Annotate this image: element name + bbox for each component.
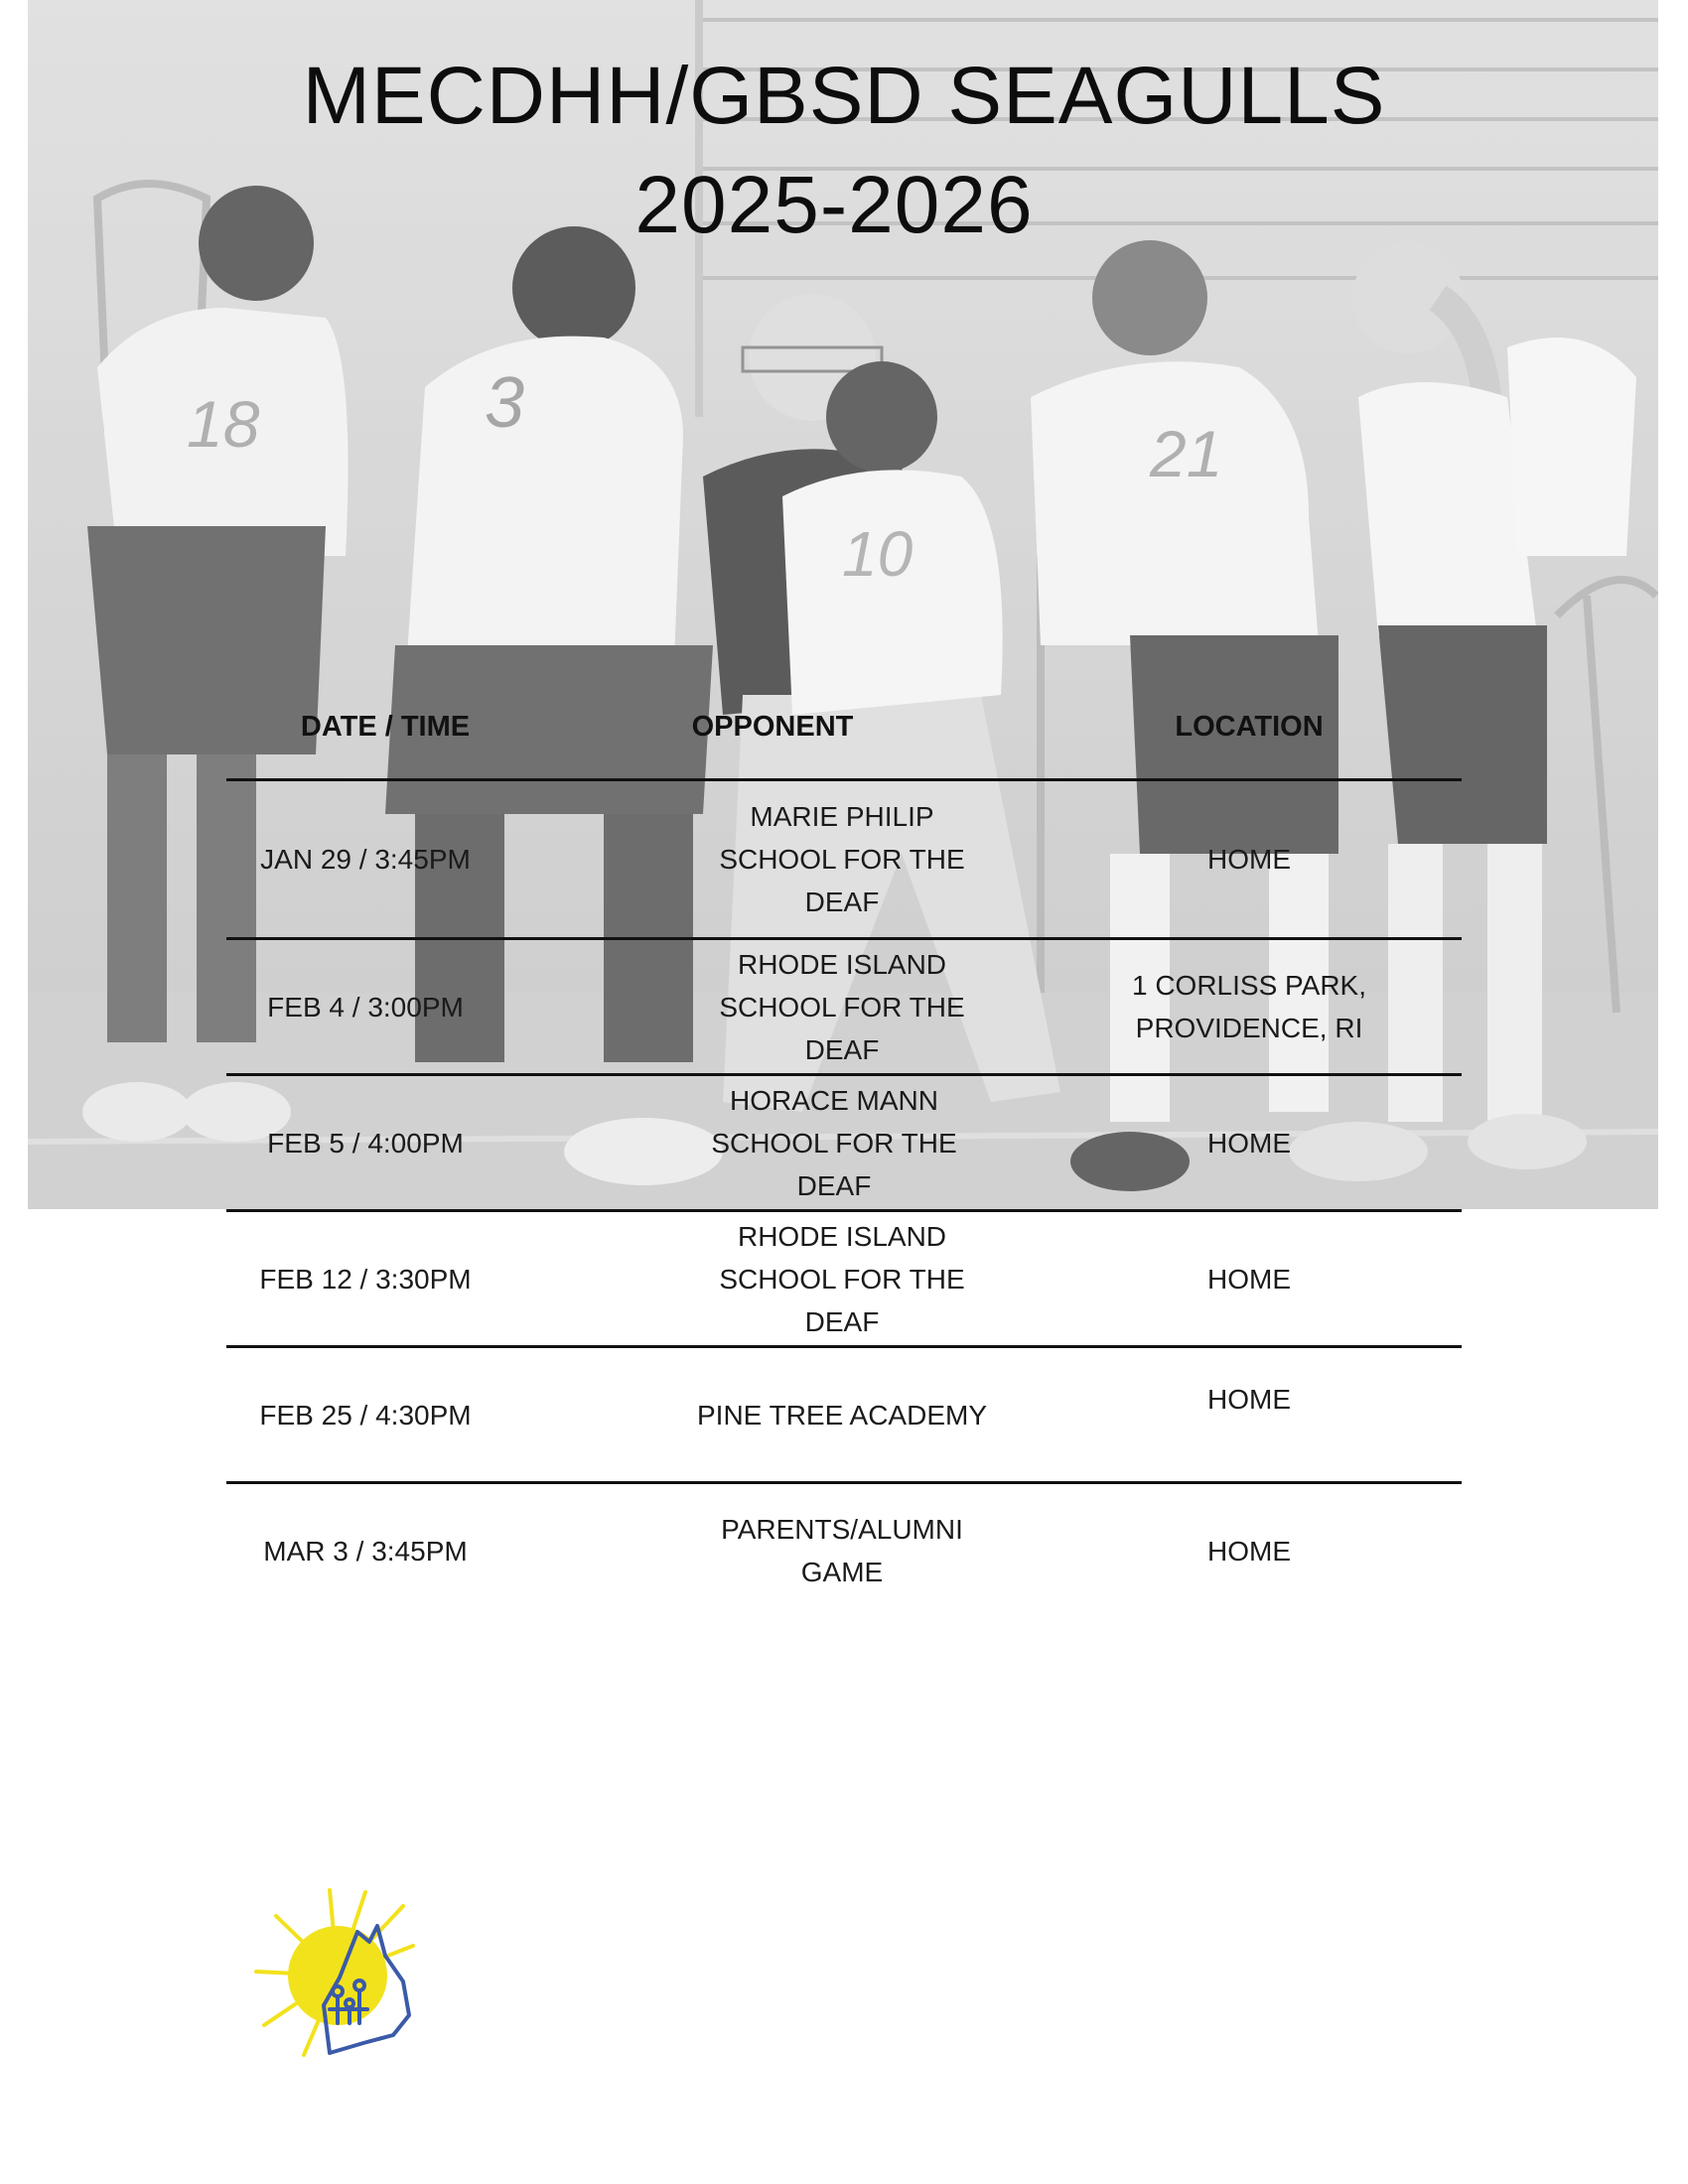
- game-location: [1080, 1348, 1418, 1481]
- schedule-table: [226, 695, 1462, 1617]
- table-row: [226, 1073, 1462, 1209]
- opponent-line: SCHOOL FOR THE: [719, 1263, 965, 1295]
- opponent-line: SCHOOL FOR THE: [719, 991, 965, 1023]
- location-line: HOME: [1207, 1535, 1291, 1567]
- opponent-line: SCHOOL FOR THE: [719, 844, 965, 875]
- game-date: FEB 12 / 3:30PM: [259, 1263, 472, 1295]
- location-line: PROVIDENCE, RI: [1135, 1013, 1363, 1043]
- svg-text:10: 10: [842, 518, 914, 590]
- opponent-line: RHODE ISLAND: [737, 948, 947, 980]
- table-row: [226, 778, 1462, 937]
- location-line: 1 CORLISS PARK,: [1131, 970, 1366, 1001]
- opponent-line: DEAF: [804, 1305, 880, 1337]
- opponent-line: DEAF: [796, 1169, 872, 1201]
- game-location: [1080, 1484, 1418, 1617]
- page-title-line-2: 2025-2026: [634, 160, 1034, 250]
- location-line: HOME: [1207, 1127, 1291, 1159]
- opponent-line: PARENTS/ALUMNI GAME: [721, 1514, 963, 1587]
- opponent-line: DEAF: [804, 1033, 880, 1065]
- svg-text:21: 21: [1150, 417, 1223, 490]
- svg-text:3: 3: [485, 363, 525, 443]
- location-line: HOME: [1207, 844, 1291, 875]
- opponent-line: HORACE MANN: [729, 1084, 938, 1116]
- svg-text:18: 18: [187, 387, 260, 461]
- game-location: [1080, 940, 1418, 1073]
- opponent-line: RHODE ISLAND: [737, 1220, 947, 1252]
- game-date: FEB 4 / 3:00PM: [267, 991, 464, 1023]
- game-date: MAR 3 / 3:45PM: [263, 1535, 468, 1567]
- game-location: [1080, 781, 1418, 937]
- header-location: LOCATION: [1175, 711, 1324, 743]
- table-row: [226, 1481, 1462, 1617]
- game-opponent: [683, 781, 1001, 937]
- table-row: [226, 937, 1462, 1073]
- game-location: [1080, 1212, 1418, 1345]
- header-date-time: DATE / TIME: [300, 711, 471, 743]
- table-row: [226, 1345, 1462, 1481]
- location-line: HOME: [1207, 1263, 1291, 1295]
- game-opponent: [675, 1076, 993, 1209]
- game-date: FEB 5 / 4:00PM: [267, 1127, 464, 1159]
- game-opponent: [683, 1484, 1001, 1617]
- table-row: [226, 1209, 1462, 1345]
- game-date: FEB 25 / 4:30PM: [259, 1399, 472, 1431]
- schedule-header-row: [226, 695, 1462, 778]
- header-opponent: OPPONENT: [691, 711, 854, 743]
- game-location: [1080, 1076, 1418, 1209]
- game-date: JAN 29 / 3:45PM: [260, 844, 471, 875]
- page-title-line-1: MECDHH/GBSD SEAGULLS: [302, 51, 1386, 141]
- game-opponent: [683, 1212, 1001, 1345]
- opponent-line: MARIE PHILIP: [750, 801, 934, 832]
- opponent-line: PINE TREE ACADEMY: [696, 1399, 987, 1431]
- game-opponent: [683, 940, 1001, 1073]
- location-line: HOME: [1207, 1384, 1291, 1415]
- sun-family-logo-icon: [254, 1886, 421, 2075]
- opponent-line: SCHOOL FOR THE: [711, 1127, 957, 1159]
- opponent-line: DEAF: [804, 887, 880, 917]
- game-opponent: [683, 1348, 1001, 1481]
